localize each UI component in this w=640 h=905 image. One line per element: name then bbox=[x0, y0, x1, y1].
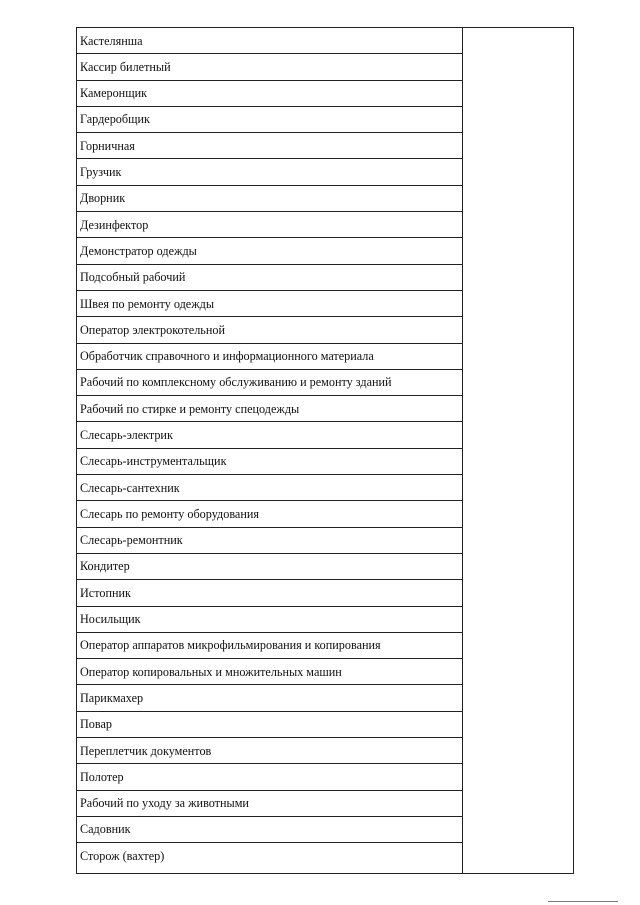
table-row: Слесарь-ремонтник bbox=[77, 528, 462, 554]
table-row: Переплетчик документов bbox=[77, 738, 462, 764]
footer-rule bbox=[548, 901, 618, 902]
table-row: Садовник bbox=[77, 817, 462, 843]
table-row: Камеронщик bbox=[77, 81, 462, 107]
profession-column bbox=[77, 28, 463, 873]
table-row: Слесарь-инструментальщик bbox=[77, 449, 462, 475]
table-row: Истопник bbox=[77, 580, 462, 606]
table-row: Повар bbox=[77, 712, 462, 738]
table-row: Оператор копировальных и множительных машин bbox=[77, 659, 462, 685]
table-row: Кассир билетный bbox=[77, 54, 462, 80]
table-row: Рабочий по комплексному обслуживанию и ремонту зданий bbox=[77, 370, 462, 396]
professions-table bbox=[76, 27, 574, 874]
table-row: Горничная bbox=[77, 133, 462, 159]
table-row: Оператор аппаратов микрофильмирования и копирования bbox=[77, 633, 462, 659]
table-row: Сторож (вахтер) bbox=[80, 849, 165, 864]
table-row: Оператор электрокотельной bbox=[77, 317, 462, 343]
table-row: Слесарь-сантехник bbox=[77, 475, 462, 501]
table-row: Полотер bbox=[77, 764, 462, 790]
table-row: Носильщик bbox=[77, 607, 462, 633]
table-row: Слесарь по ремонту оборудования bbox=[77, 501, 462, 527]
table-row: Демонстратор одежды bbox=[77, 238, 462, 264]
empty-column bbox=[463, 28, 573, 873]
table-row: Парикмахер bbox=[77, 685, 462, 711]
table-row: Обработчик справочного и информационного материала bbox=[77, 344, 462, 370]
table-row: Рабочий по стирке и ремонту спецодежды bbox=[77, 396, 462, 422]
table-row: Дворник bbox=[77, 186, 462, 212]
table-row: Рабочий по уходу за животными bbox=[77, 791, 462, 817]
table-row: Гардеробщик bbox=[77, 107, 462, 133]
table-row: Дезинфектор bbox=[77, 212, 462, 238]
table-row: Швея по ремонту одежды bbox=[77, 291, 462, 317]
table-row: Кондитер bbox=[77, 554, 462, 580]
table-row: Подсобный рабочий bbox=[77, 265, 462, 291]
table-row: Грузчик bbox=[77, 159, 462, 185]
table-row: Кастелянша bbox=[77, 28, 462, 54]
table-row: Слесарь-электрик bbox=[77, 422, 462, 448]
